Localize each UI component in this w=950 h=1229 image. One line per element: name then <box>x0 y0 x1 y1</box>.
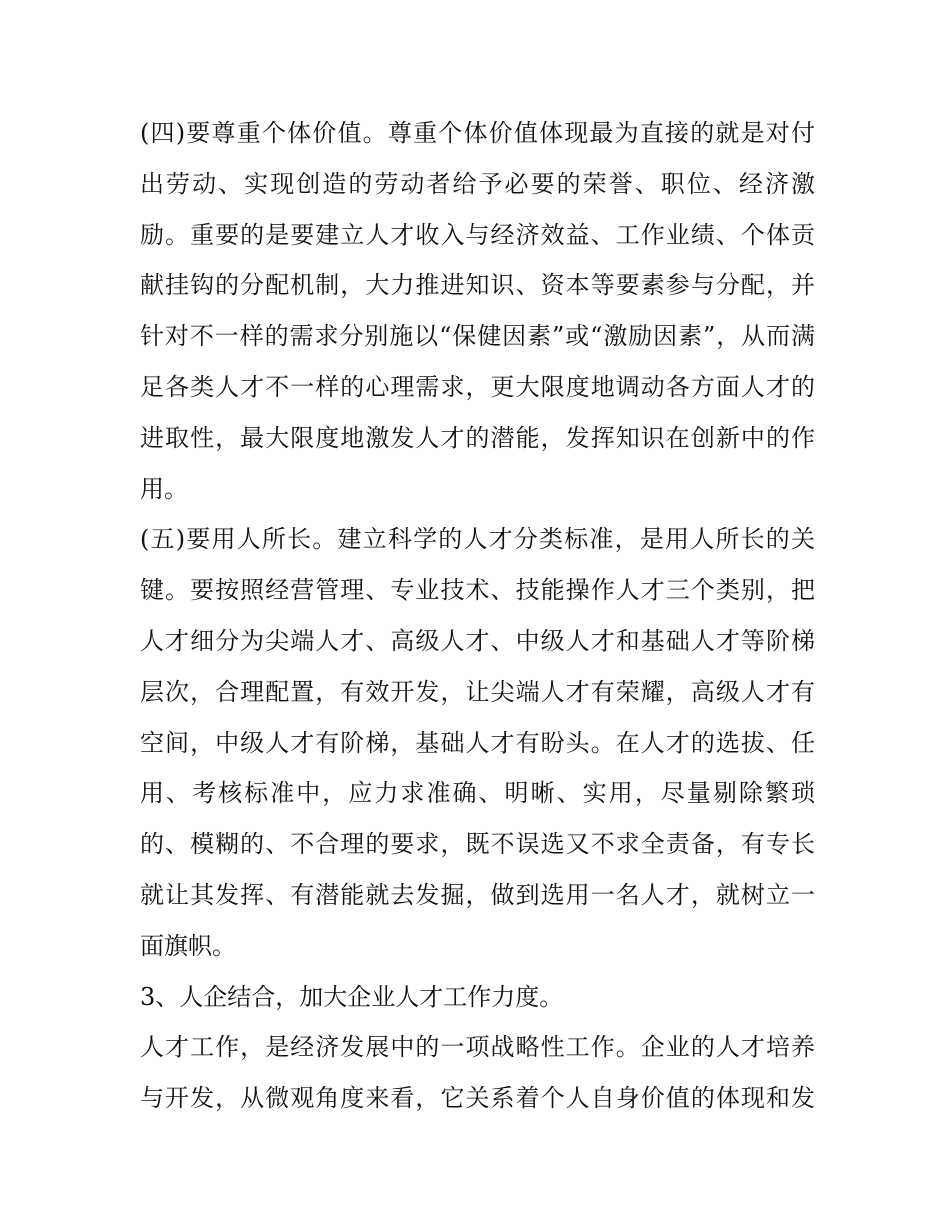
text-line: 空间，中级人才有阶梯，基础人才有盼头。在人才的选拔、任 <box>140 728 815 757</box>
section-heading-3 <box>140 972 815 1023</box>
text-line: 面旗帜。 <box>140 931 236 960</box>
text-line: 层次，合理配置，有效开发，让尖端人才有荣耀，高级人才有 <box>140 677 815 706</box>
text-line: 针对不一样的需求分别施以“保健因素”或“激励因素”，从而满 <box>140 322 815 351</box>
paragraph-four <box>140 108 815 514</box>
text-line: 人才细分为尖端人才、高级人才、中级人才和基础人才等阶梯 <box>140 626 815 655</box>
text-line: 励。重要的是要建立人才收入与经济效益、工作业绩、个体贡 <box>140 220 815 249</box>
document-body <box>140 108 815 1124</box>
text-line: 人才工作，是经济发展中的一项战略性工作。企业的人才培养 <box>140 1033 815 1062</box>
text-line: 就让其发挥、有潜能就去发掘，做到选用一名人才，就树立一 <box>140 880 815 909</box>
text-line: (五)要用人所长。建立科学的人才分类标准，是用人所长的关 <box>140 525 815 554</box>
text-line: 键。要按照经营管理、专业技术、技能操作人才三个类别，把 <box>140 576 815 605</box>
text-line: 与开发，从微观角度来看，它关系着个人自身价值的体现和发 <box>140 1084 815 1113</box>
text-line: 献挂钩的分配机制，大力推进知识、资本等要素参与分配，并 <box>140 271 815 300</box>
section-heading: 3、人企结合，加大企业人才工作力度。 <box>140 982 564 1011</box>
text-line: 足各类人才不一样的心理需求，更大限度地调动各方面人才的 <box>140 372 815 401</box>
text-line: 用、考核标准中，应力求准确、明晰、实用，尽量剔除繁琐 <box>140 779 815 808</box>
text-line: 的、模糊的、不合理的要求，既不误选又不求全责备，有专长 <box>140 830 815 859</box>
text-line: (四)要尊重个体价值。尊重个体价值体现最为直接的就是对付 <box>140 119 815 147</box>
text-line: 用。 <box>140 474 188 503</box>
text-line: 进取性，最大限度地激发人才的潜能，发挥知识在创新中的作 <box>140 423 815 452</box>
text-line: 出劳动、实现创造的劳动者给予必要的荣誉、职位、经济激 <box>140 169 815 198</box>
paragraph-five <box>140 514 815 971</box>
paragraph-talent-work <box>140 1022 815 1124</box>
